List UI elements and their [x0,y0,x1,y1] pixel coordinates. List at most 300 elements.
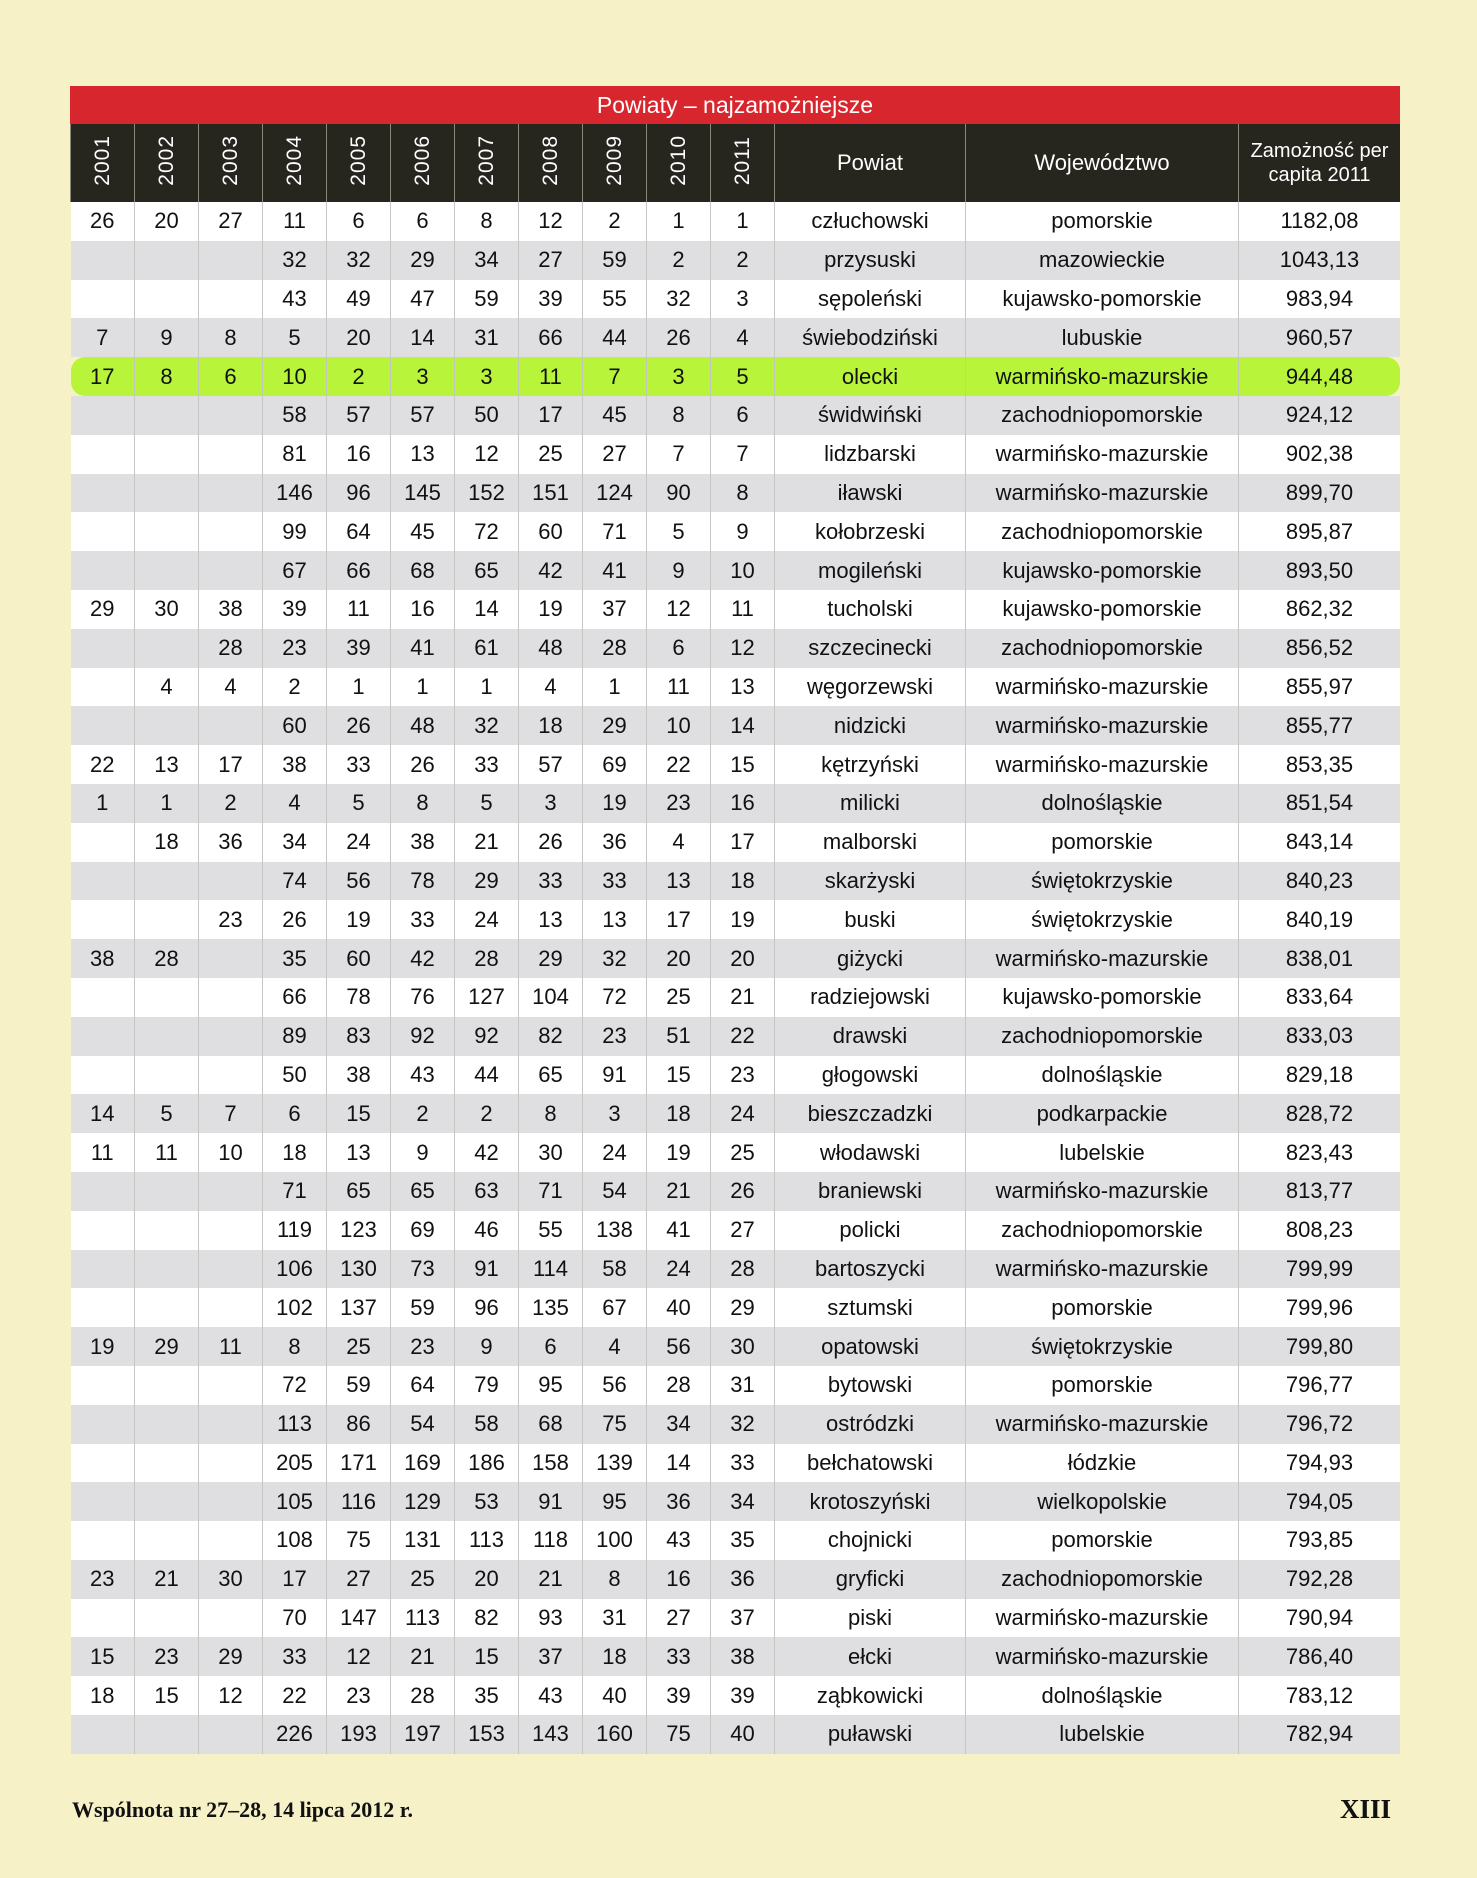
rank-cell: 12 [711,629,775,668]
rank-cell: 19 [647,1133,711,1172]
rank-cell: 1 [71,784,135,823]
rank-cell: 41 [583,551,647,590]
rank-cell: 20 [327,318,391,357]
zamoznosc-cell: 855,77 [1239,706,1401,745]
rank-cell: 69 [391,1211,455,1250]
powiat-cell: sępoleński [775,280,966,319]
rank-cell: 137 [327,1288,391,1327]
header-year-label: 2007 [474,135,498,186]
rank-cell [71,823,135,862]
rank-cell: 10 [263,357,327,396]
rank-cell: 1 [711,202,775,241]
rank-cell: 11 [327,590,391,629]
powiat-cell: puławski [775,1715,966,1754]
rank-cell [199,512,263,551]
table-row [71,1172,1401,1211]
zamoznosc-cell: 799,80 [1239,1327,1401,1366]
rank-cell: 108 [263,1521,327,1560]
rank-cell [71,1288,135,1327]
rank-cell: 2 [583,202,647,241]
powiat-cell: nidzicki [775,706,966,745]
rank-cell: 118 [519,1521,583,1560]
rank-cell: 7 [647,435,711,474]
rank-cell: 3 [391,357,455,396]
rank-cell: 171 [327,1444,391,1483]
rank-cell: 14 [391,318,455,357]
rank-cell: 29 [519,939,583,978]
header-zamoznosc-line2: capita 2011 [1268,164,1371,186]
rank-cell: 36 [199,823,263,862]
zamoznosc-cell: 944,48 [1239,357,1401,396]
rank-cell: 39 [711,1676,775,1715]
rank-cell: 19 [711,900,775,939]
table-title: Powiaty – najzamożniejsze [70,86,1400,124]
rank-cell: 13 [327,1133,391,1172]
rank-cell: 33 [455,745,519,784]
rank-cell [71,435,135,474]
powiat-cell: skarżyski [775,862,966,901]
rank-cell: 26 [391,745,455,784]
zamoznosc-cell: 829,18 [1239,1056,1401,1095]
rank-cell: 28 [647,1366,711,1405]
wojewodztwo-cell: warmińsko-mazurskie [966,1250,1239,1289]
rank-cell: 18 [71,1676,135,1715]
rank-cell: 34 [263,823,327,862]
table-body [71,202,1401,1754]
rank-cell: 46 [455,1211,519,1250]
table-row [71,784,1401,823]
powiat-cell: krotoszyński [775,1482,966,1521]
rank-cell: 25 [327,1327,391,1366]
rank-cell: 12 [647,590,711,629]
zamoznosc-cell: 782,94 [1239,1715,1401,1754]
rank-cell: 2 [391,1094,455,1133]
table-row [71,1327,1401,1366]
rank-cell: 48 [519,629,583,668]
powiat-cell: szczecinecki [775,629,966,668]
powiat-cell: iławski [775,474,966,513]
rank-cell: 64 [327,512,391,551]
rank-cell: 59 [455,280,519,319]
header-row [71,124,1401,202]
rank-cell: 18 [519,706,583,745]
rank-cell: 1 [391,668,455,707]
rank-cell: 69 [583,745,647,784]
rank-cell: 151 [519,474,583,513]
rank-cell: 55 [519,1211,583,1250]
table-row [71,1521,1401,1560]
powiat-cell: przysuski [775,241,966,280]
rank-cell: 14 [711,706,775,745]
rank-cell [199,435,263,474]
header-wojewodztwo: Województwo [966,124,1239,202]
wojewodztwo-cell: świętokrzyskie [966,1327,1239,1366]
powiat-cell: świebodziński [775,318,966,357]
powiat-cell: człuchowski [775,202,966,241]
wojewodztwo-cell: świętokrzyskie [966,862,1239,901]
rank-cell: 129 [391,1482,455,1521]
rank-cell: 75 [583,1405,647,1444]
rank-cell: 17 [519,396,583,435]
rank-cell: 5 [455,784,519,823]
powiat-cell: lidzbarski [775,435,966,474]
rank-cell: 18 [711,862,775,901]
rank-cell: 40 [647,1288,711,1327]
powiat-cell: ełcki [775,1637,966,1676]
header-year-label: 2001 [90,135,114,186]
rank-cell: 35 [263,939,327,978]
rank-cell: 24 [647,1250,711,1289]
table-row [71,1444,1401,1483]
zamoznosc-cell: 862,32 [1239,590,1401,629]
rank-cell: 17 [71,357,135,396]
rank-cell: 197 [391,1715,455,1754]
rank-cell: 21 [711,978,775,1017]
wojewodztwo-cell: dolnośląskie [966,784,1239,823]
rank-cell [199,1521,263,1560]
zamoznosc-cell: 960,57 [1239,318,1401,357]
table-header [71,124,1401,202]
rank-cell [199,1250,263,1289]
rank-cell: 17 [711,823,775,862]
zamoznosc-cell: 855,97 [1239,668,1401,707]
powiat-cell: ostródzki [775,1405,966,1444]
rank-cell: 29 [711,1288,775,1327]
wojewodztwo-cell: łódzkie [966,1444,1239,1483]
wojewodztwo-cell: warmińsko-mazurskie [966,1405,1239,1444]
rank-cell: 3 [519,784,583,823]
header-year [199,124,263,202]
rank-cell: 15 [711,745,775,784]
rank-cell: 36 [583,823,647,862]
rank-cell [71,1250,135,1289]
rank-cell [71,1482,135,1521]
rank-cell: 54 [391,1405,455,1444]
rank-cell [199,1366,263,1405]
rank-cell [199,706,263,745]
rank-cell: 79 [455,1366,519,1405]
rank-cell: 44 [583,318,647,357]
rank-cell: 19 [327,900,391,939]
rank-cell: 22 [647,745,711,784]
rank-cell: 11 [647,668,711,707]
rank-cell: 34 [711,1482,775,1521]
header-year [391,124,455,202]
powiat-cell: braniewski [775,1172,966,1211]
rank-cell: 12 [327,1637,391,1676]
rank-cell: 30 [199,1560,263,1599]
zamoznosc-cell: 1043,13 [1239,241,1401,280]
rank-cell: 13 [391,435,455,474]
zamoznosc-cell: 843,14 [1239,823,1401,862]
rank-cell: 22 [263,1676,327,1715]
rank-cell [135,1250,199,1289]
rank-cell [71,474,135,513]
rank-cell: 6 [647,629,711,668]
rank-cell: 145 [391,474,455,513]
rank-cell: 205 [263,1444,327,1483]
rank-cell: 13 [135,745,199,784]
rank-cell: 16 [647,1560,711,1599]
rank-cell: 9 [711,512,775,551]
table-row [71,939,1401,978]
rank-cell: 37 [711,1599,775,1638]
rank-cell [199,1172,263,1211]
rank-cell: 41 [647,1211,711,1250]
rank-cell: 127 [455,978,519,1017]
rank-cell: 23 [263,629,327,668]
rank-cell: 10 [199,1133,263,1172]
rank-cell: 59 [391,1288,455,1327]
rank-cell: 11 [711,590,775,629]
rank-cell: 89 [263,1017,327,1056]
rank-cell: 37 [583,590,647,629]
rank-cell: 81 [263,435,327,474]
table-row [71,668,1401,707]
rank-cell: 63 [455,1172,519,1211]
rank-cell: 57 [519,745,583,784]
zamoznosc-cell: 983,94 [1239,280,1401,319]
zamoznosc-cell: 853,35 [1239,745,1401,784]
rank-cell [135,241,199,280]
powiat-cell: opatowski [775,1327,966,1366]
rank-cell: 12 [455,435,519,474]
rank-cell: 169 [391,1444,455,1483]
rank-cell: 66 [519,318,583,357]
zamoznosc-cell: 899,70 [1239,474,1401,513]
wojewodztwo-cell: lubelskie [966,1133,1239,1172]
header-year [519,124,583,202]
rank-cell [71,1211,135,1250]
rank-cell: 18 [263,1133,327,1172]
rank-cell: 153 [455,1715,519,1754]
rank-cell: 27 [327,1560,391,1599]
rank-cell: 23 [647,784,711,823]
zamoznosc-cell: 794,93 [1239,1444,1401,1483]
rank-cell: 7 [711,435,775,474]
header-year [135,124,199,202]
header-year [647,124,711,202]
rank-cell: 25 [519,435,583,474]
table-row [71,706,1401,745]
rank-cell: 65 [455,551,519,590]
rank-cell: 10 [711,551,775,590]
rank-cell: 56 [647,1327,711,1366]
rank-cell: 8 [391,784,455,823]
rank-cell [71,280,135,319]
table-row [71,1405,1401,1444]
rank-cell: 38 [71,939,135,978]
header-year-label: 2010 [666,135,690,186]
rank-cell: 31 [583,1599,647,1638]
powiat-cell: głogowski [775,1056,966,1095]
table-row [71,862,1401,901]
rank-cell: 91 [455,1250,519,1289]
powiat-cell: drawski [775,1017,966,1056]
rank-cell: 23 [711,1056,775,1095]
rank-cell: 16 [711,784,775,823]
rank-cell: 26 [263,900,327,939]
rank-cell: 5 [711,357,775,396]
table-row [71,1017,1401,1056]
rank-cell: 26 [71,202,135,241]
zamoznosc-cell: 823,43 [1239,1133,1401,1172]
rank-cell: 113 [455,1521,519,1560]
rank-cell [199,1056,263,1095]
rank-cell: 33 [647,1637,711,1676]
powiat-cell: ząbkowicki [775,1676,966,1715]
rank-cell: 31 [711,1366,775,1405]
rank-cell: 15 [135,1676,199,1715]
wojewodztwo-cell: kujawsko-pomorskie [966,590,1239,629]
rank-cell [135,1521,199,1560]
wojewodztwo-cell: warmińsko-mazurskie [966,939,1239,978]
wojewodztwo-cell: dolnośląskie [966,1676,1239,1715]
table-row [71,241,1401,280]
rank-cell [71,1366,135,1405]
header-powiat: Powiat [775,124,966,202]
rank-cell: 91 [583,1056,647,1095]
rank-cell: 42 [519,551,583,590]
rank-cell: 106 [263,1250,327,1289]
rank-cell: 27 [519,241,583,280]
rank-cell: 7 [71,318,135,357]
zamoznosc-cell: 851,54 [1239,784,1401,823]
rank-cell [199,862,263,901]
rank-cell: 42 [455,1133,519,1172]
rank-cell: 32 [327,241,391,280]
rank-cell: 38 [327,1056,391,1095]
powiat-cell: bieszczadzki [775,1094,966,1133]
rank-cell: 72 [455,512,519,551]
table-row [71,1288,1401,1327]
wojewodztwo-cell: dolnośląskie [966,1056,1239,1095]
rank-cell: 33 [583,862,647,901]
rank-cell: 61 [455,629,519,668]
table-row [71,435,1401,474]
rank-cell: 135 [519,1288,583,1327]
wojewodztwo-cell: zachodniopomorskie [966,629,1239,668]
rank-cell: 186 [455,1444,519,1483]
wojewodztwo-cell: kujawsko-pomorskie [966,551,1239,590]
header-year-label: 2003 [218,135,242,186]
rank-cell: 6 [519,1327,583,1366]
wojewodztwo-cell: lubelskie [966,1715,1239,1754]
rank-cell: 113 [391,1599,455,1638]
rank-cell [71,978,135,1017]
table-row [71,1366,1401,1405]
rank-cell [71,241,135,280]
table-row [71,280,1401,319]
table-row [71,318,1401,357]
rank-cell: 23 [583,1017,647,1056]
rank-cell: 105 [263,1482,327,1521]
rank-cell: 92 [455,1017,519,1056]
rank-cell: 23 [135,1637,199,1676]
rank-cell: 48 [391,706,455,745]
rank-cell: 2 [647,241,711,280]
rank-cell: 35 [455,1676,519,1715]
rank-cell [199,280,263,319]
rank-cell: 104 [519,978,583,1017]
rank-cell: 4 [199,668,263,707]
rank-cell [199,396,263,435]
rank-cell [199,1017,263,1056]
table-row [71,1250,1401,1289]
rank-cell: 33 [519,862,583,901]
table-row [71,551,1401,590]
rank-cell: 1 [647,202,711,241]
rank-cell: 19 [71,1327,135,1366]
rank-cell: 29 [71,590,135,629]
rank-cell: 2 [263,668,327,707]
table-row [71,1133,1401,1172]
rank-cell: 11 [71,1133,135,1172]
zamoznosc-cell: 833,64 [1239,978,1401,1017]
rank-cell: 24 [327,823,391,862]
wojewodztwo-cell: warmińsko-mazurskie [966,668,1239,707]
rank-cell: 15 [71,1637,135,1676]
rank-cell: 34 [647,1405,711,1444]
table-row [71,1211,1401,1250]
rank-cell: 28 [199,629,263,668]
rank-cell: 15 [647,1056,711,1095]
rank-cell: 27 [583,435,647,474]
rank-cell: 75 [327,1521,391,1560]
rank-cell: 22 [71,745,135,784]
table-row [71,512,1401,551]
rank-cell [199,1444,263,1483]
rank-cell: 22 [711,1017,775,1056]
rank-cell: 5 [327,784,391,823]
rank-cell: 43 [519,1676,583,1715]
rank-cell: 39 [647,1676,711,1715]
rank-cell: 7 [583,357,647,396]
rank-cell [135,1211,199,1250]
rank-cell: 32 [583,939,647,978]
rank-cell: 31 [455,318,519,357]
rank-cell: 124 [583,474,647,513]
rank-cell [71,900,135,939]
wojewodztwo-cell: wielkopolskie [966,1482,1239,1521]
rank-cell: 160 [583,1715,647,1754]
zamoznosc-cell: 808,23 [1239,1211,1401,1250]
rank-cell [135,512,199,551]
rank-cell: 116 [327,1482,391,1521]
powiat-cell: bytowski [775,1366,966,1405]
rank-cell [71,1405,135,1444]
rank-cell [135,396,199,435]
header-year [71,124,135,202]
rank-cell: 71 [519,1172,583,1211]
rank-cell: 35 [711,1521,775,1560]
rank-cell: 32 [711,1405,775,1444]
rank-cell: 60 [519,512,583,551]
rank-cell: 95 [519,1366,583,1405]
rank-cell: 123 [327,1211,391,1250]
rank-cell: 38 [391,823,455,862]
zamoznosc-cell: 783,12 [1239,1676,1401,1715]
rank-cell: 23 [327,1676,391,1715]
rank-cell [199,241,263,280]
powiat-cell: sztumski [775,1288,966,1327]
rank-cell: 28 [391,1676,455,1715]
header-year-label: 2004 [282,135,306,186]
powiat-cell: świdwiński [775,396,966,435]
rank-cell: 78 [391,862,455,901]
rank-cell: 193 [327,1715,391,1754]
wojewodztwo-cell: pomorskie [966,1366,1239,1405]
